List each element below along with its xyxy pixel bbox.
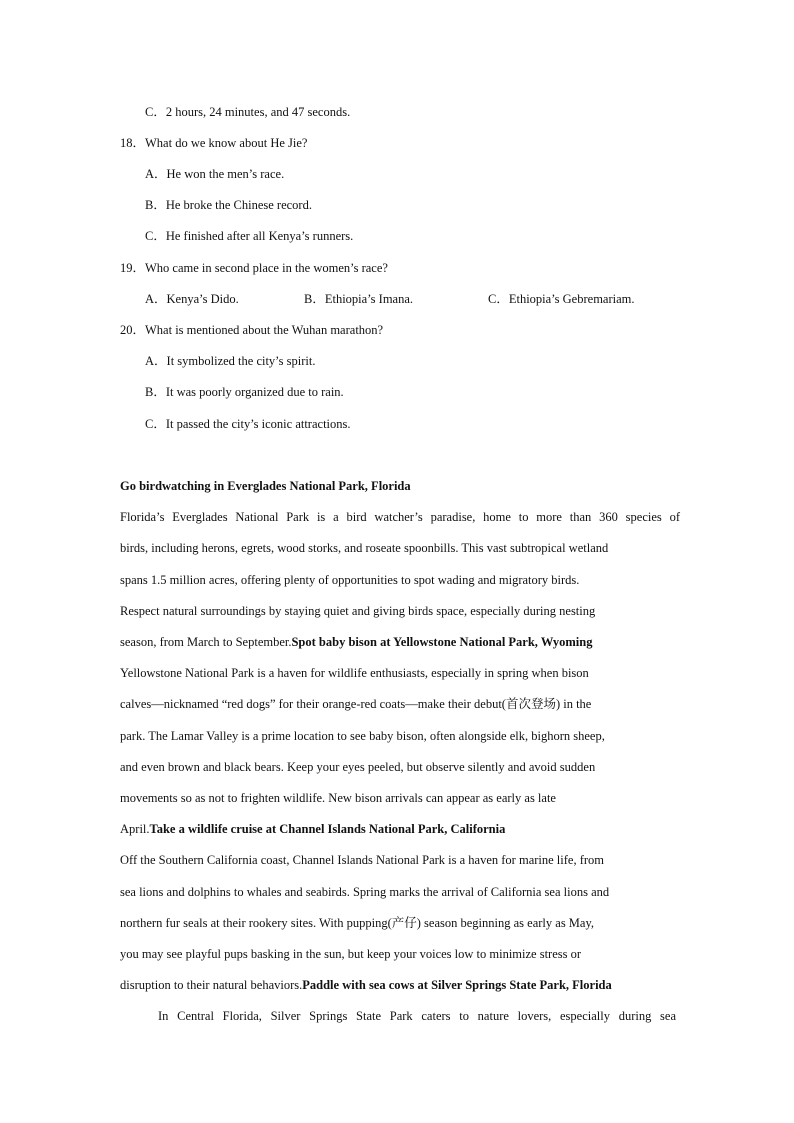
everglades-heading: Go birdwatching in Everglades National Park, Florida <box>120 479 411 493</box>
yellowstone-line-6: April. <box>120 822 150 836</box>
silver-springs-line-1: In Central Florida, Silver Springs State Park caters to nature lovers, especially during sea <box>158 1009 676 1023</box>
q19-option-a: A．Kenya’s Dido. <box>145 292 239 306</box>
q19-question: 19．Who came in second place in the women’s race? <box>120 261 388 275</box>
q20-option-b: B．It was poorly organized due to rain. <box>145 385 344 399</box>
yellowstone-line-2: calves—nicknamed “red dogs” for their orange-red coats—make their debut(首次登场) in the <box>120 697 592 711</box>
channel-islands-line-4: you may see playful pups basking in the sun, but keep your voices low to minimize stress or <box>120 947 582 961</box>
everglades-line-4: Respect natural surroundings by staying quiet and giving birds space, especially during nesting <box>120 604 596 618</box>
channel-islands-heading: Take a wildlife cruise at Channel Islands National Park, California <box>149 822 506 836</box>
channel-islands-line-2: sea lions and dolphins to whales and seabirds. Spring marks the arrival of California sea lions and <box>120 885 610 899</box>
q18-question: 18．What do we know about He Jie? <box>120 136 308 150</box>
yellowstone-heading: Spot baby bison at Yellowstone National Park, Wyoming <box>291 635 593 649</box>
everglades-line-1: Florida’s Everglades National Park is a bird watcher’s paradise, home to more than 360 species of <box>120 510 680 524</box>
q19-options-row <box>145 291 665 307</box>
channel-islands-line-5: disruption to their natural behaviors. <box>120 978 303 992</box>
q17-option-c: C．2 hours, 24 minutes, and 47 seconds. <box>145 105 351 119</box>
yellowstone-line-5: movements so as not to frighten wildlife. New bison arrivals can appear as early as late <box>120 791 556 805</box>
yellowstone-line-1: Yellowstone National Park is a haven for wildlife enthusiasts, especially in spring when bison <box>120 666 589 680</box>
silver-springs-heading: Paddle with sea cows at Silver Springs State Park, Florida <box>302 978 612 992</box>
q20-option-a: A．It symbolized the city’s spirit. <box>145 354 316 368</box>
q18-option-c: C．He finished after all Kenya’s runners. <box>145 229 354 243</box>
q19-option-b: B．Ethiopia’s Imana. <box>304 292 414 306</box>
channel-islands-line-5-row <box>120 977 612 993</box>
q20-question: 20．What is mentioned about the Wuhan marathon? <box>120 323 384 337</box>
q18-option-b: B．He broke the Chinese record. <box>145 198 312 212</box>
q18-option-a: A．He won the men’s race. <box>145 167 285 181</box>
q19-option-c: C．Ethiopia’s Gebremariam. <box>488 292 635 306</box>
q20-option-c: C．It passed the city’s iconic attractions. <box>145 417 351 431</box>
everglades-line-2: birds, including herons, egrets, wood storks, and roseate spoonbills. This vast subtropical wetland <box>120 541 609 555</box>
everglades-line-5: season, from March to September. <box>120 635 292 649</box>
channel-islands-line-3: northern fur seals at their rookery sites. With pupping(产仔) season beginning as early as May, <box>120 916 595 930</box>
channel-islands-line-1: Off the Southern California coast, Channel Islands National Park is a haven for marine life, from <box>120 853 605 867</box>
yellowstone-line-4: and even brown and black bears. Keep your eyes peeled, but observe silently and avoid sudden <box>120 760 596 774</box>
yellowstone-line-3: park. The Lamar Valley is a prime location to see baby bison, often alongside elk, bighorn sheep, <box>120 729 605 743</box>
yellowstone-line-6-row <box>120 821 505 837</box>
everglades-line-5-row <box>120 634 592 650</box>
everglades-line-3: spans 1.5 million acres, offering plenty of opportunities to spot wading and migratory birds. <box>120 573 580 587</box>
